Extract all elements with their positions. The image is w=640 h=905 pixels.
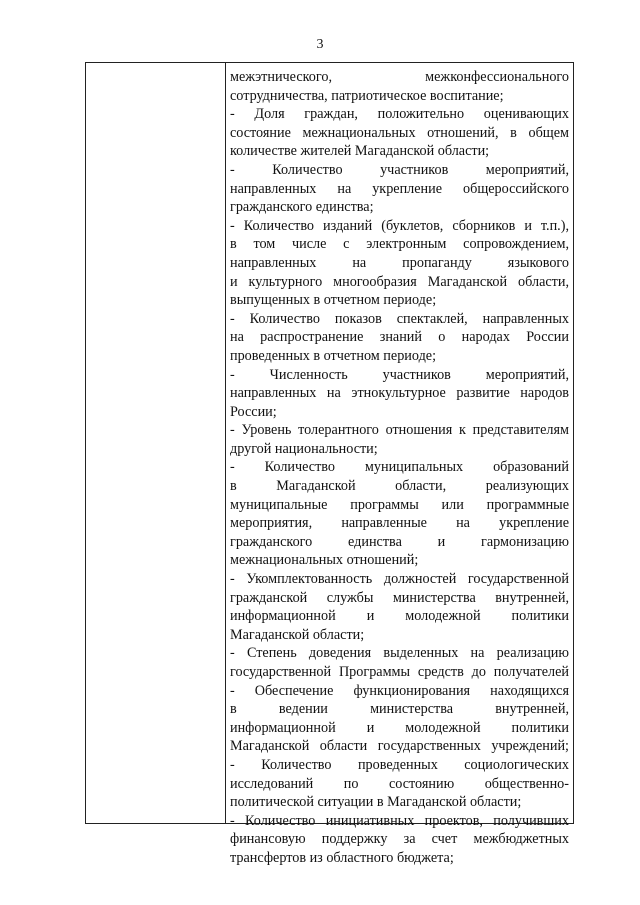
table-right-cell: [226, 63, 573, 868]
text-line: трансфертов из областного бюджета;: [230, 849, 454, 866]
text-line: другой национальности;: [230, 440, 378, 457]
indicators-table: [85, 62, 574, 866]
text-line: в ведении министерства внутренней,: [230, 701, 569, 718]
text-line: - Доля граждан, положительно оценивающих: [230, 106, 569, 123]
text-line: количестве жителей Магаданской области;: [230, 143, 490, 160]
text-line: проведенных в отчетном периоде;: [230, 347, 437, 364]
text-line: мероприятия, направленные на укрепление: [230, 515, 569, 532]
text-line: состояние межнациональных отношений, в общем: [230, 124, 569, 141]
text-line: - Численность участников мероприятий,: [230, 366, 569, 383]
text-line: - Количество инициативных проектов, получивших: [230, 812, 569, 829]
text-line: сотрудничества, патриотическое воспитание;: [230, 87, 504, 104]
text-line: - Количество муниципальных образований: [230, 459, 569, 476]
text-line: в Магаданской области, реализующих: [230, 478, 569, 495]
text-line: - Степень доведения выделенных на реализацию: [230, 645, 569, 662]
text-line: - Уровень толерантного отношения к представителям: [230, 422, 569, 439]
text-line: Магаданской области;: [230, 626, 365, 643]
text-line: муниципальные программы или программные: [230, 496, 569, 513]
text-line: политической ситуации в Магаданской области;: [230, 794, 522, 811]
text-line: - Укомплектованность должностей государственной: [230, 571, 569, 588]
page-number: 3: [316, 37, 324, 52]
text-line: гражданского единства;: [230, 199, 374, 216]
text-line: России;: [230, 403, 277, 420]
text-line: межэтнического, межконфессионального: [230, 69, 569, 85]
text-line: - Количество проведенных социологических: [230, 756, 569, 773]
text-line: гражданского единства и гармонизацию: [230, 533, 569, 550]
text-line: исследований по состоянию общественно-: [230, 775, 569, 792]
text-line: на распространение знаний о народах России: [230, 329, 569, 346]
text-line: направленных на пропаганду языкового: [230, 254, 569, 271]
text-line: - Количество показов спектаклей, направленных: [230, 310, 569, 327]
text-line: - Количество изданий (буклетов, сборников и т.п.),: [230, 217, 569, 234]
text-line: государственной Программы средств до получателей: [230, 664, 569, 680]
text-line: информационной и молодежной политики: [230, 608, 569, 625]
text-line: межнациональных отношений;: [230, 552, 419, 569]
text-line: финансовую поддержку за счет межбюджетных: [230, 831, 569, 848]
text-line: направленных на укрепление общероссийского: [230, 180, 569, 197]
text-line: и культурного многообразия Магаданской области,: [230, 273, 569, 290]
text-line: гражданской службы министерства внутренней,: [230, 589, 569, 606]
text-line: выпущенных в отчетном периоде;: [230, 292, 437, 309]
text-line: - Обеспечение функционирования находящихся: [230, 682, 569, 699]
text-line: в том числе с электронным сопровождением,: [230, 236, 569, 253]
text-line: направленных на этнокультурное развитие народов: [230, 385, 569, 402]
text-line: - Количество участников мероприятий,: [230, 161, 569, 178]
text-line: Магаданской области государственных учреждений;: [230, 738, 569, 755]
text-line: информационной и молодежной политики: [230, 719, 569, 736]
table-left-cell: [86, 63, 226, 823]
